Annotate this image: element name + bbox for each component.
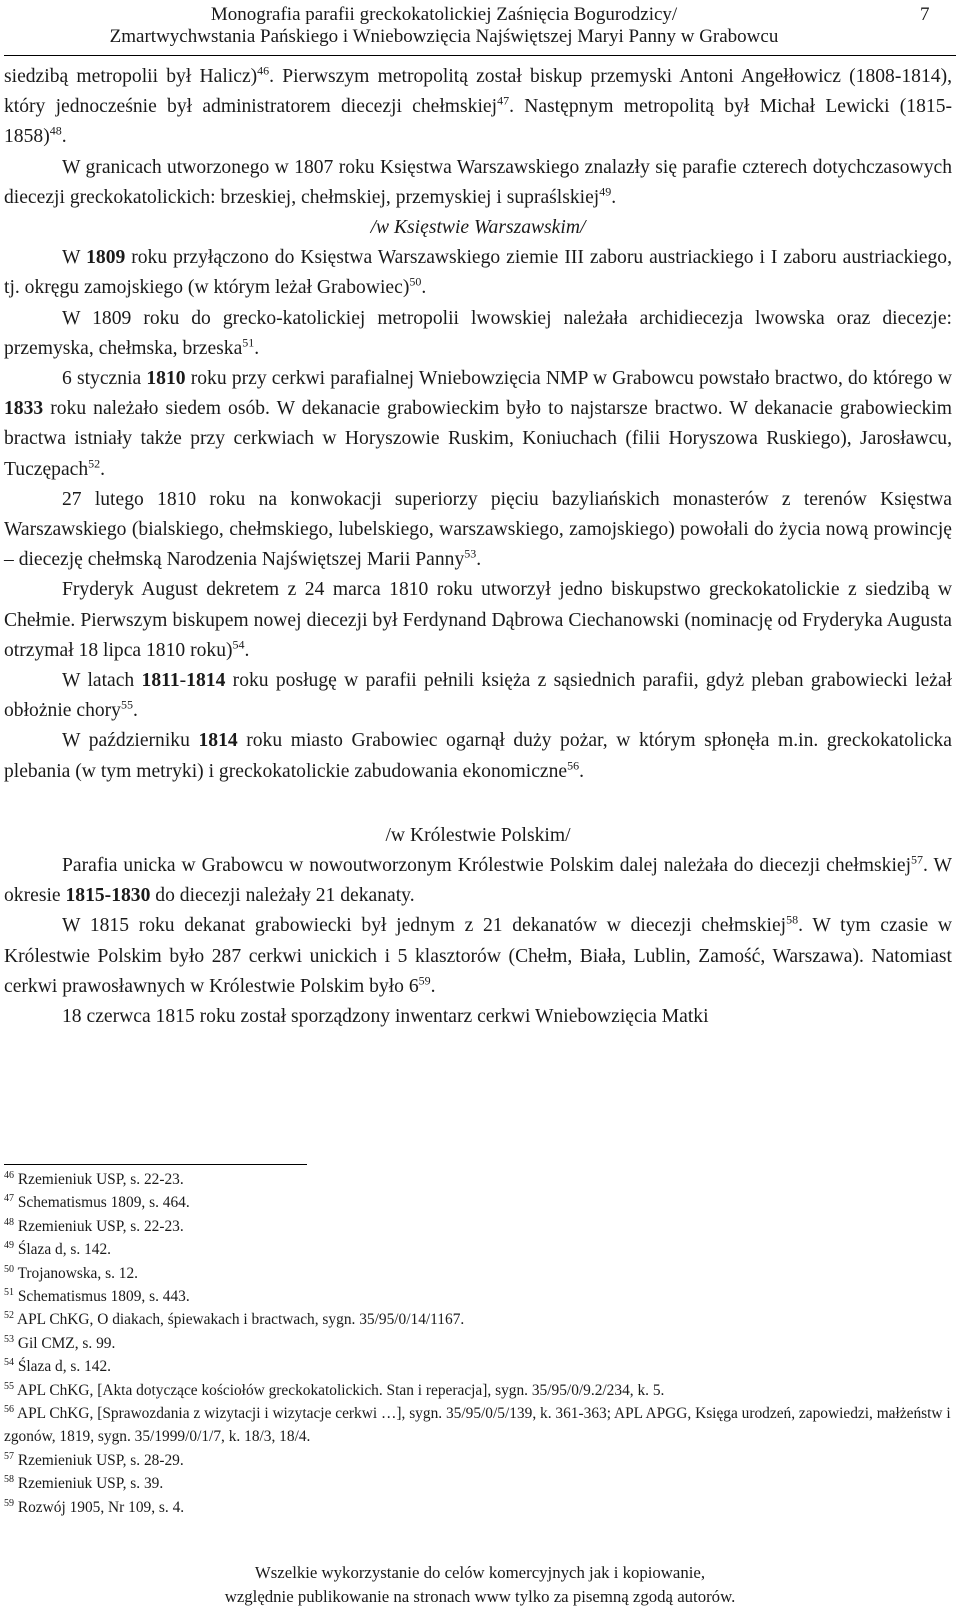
paragraph-2: W granicach utworzonego w 1807 roku Księstwa Warszawskiego znalazły się parafie czterech dotychczasowych diecezji greckokatolickich: brzeskiej, chełmskiej, przemyskiej i supraślskiej$^{49}$. [4,156,952,208]
footnote-ref: 56 [567,758,580,773]
section-heading-kingdom: /w Królestwie Polskim/ [385,824,571,846]
footnotes [4,1168,952,1519]
footnote: $^{55}$ APL ChKG, [Akta dotyczące kościołów greckokatolickich. Stan i reperacja], sygn. 35/95/0/9.2/234, k. 5. [4,1380,665,1399]
paragraph-5: 6 stycznia 1810 roku przy cerkwi parafialnej Wniebowzięcia NMP w Grabowcu powstało bractwo, do którego w 1833 roku należało siedem osób. W dekanacie grabowieckim było to najstarsze bractwo. W dekanacie grabowieckim bractwa istniały także przy cerkwiach w Horyszowie Ruskim, Koniuchach (filii Horyszowa Ruskiego), Jarosławcu, Tuczępach$^{52}$. [4,368,953,480]
paragraph-3: W 1809 roku przyłączono do Księstwa Warszawskiego ziemie III zaboru austriackiego i I zaboru austriackiego, tj. okręgu zamojskiego (w którym leżał Grabowiec)$^{50}$. [4,247,952,299]
footnote-ref: 46 [257,63,270,78]
copyright-line-2: względnie publikowanie na stronach www tylko za pisemną zgodą autorów. [224,1587,736,1606]
footnote: $^{50}$ Trojanowska, s. 12. [4,1263,138,1282]
footnote: $^{58}$ Rzemieniuk USP, s. 39. [4,1474,164,1493]
paragraph-10: Parafia unicka w Grabowcu w nowoutworzonym Królestwie Polskim dalej należała do diecezji chełmskiej$^{57}$. W okresie 1815-1830 do diecezji należały 21 dekanaty. [4,852,952,907]
page-number: 7 [920,4,930,25]
footnote: $^{54}$ Ślaza d, s. 142. [4,1357,112,1376]
footnote: $^{47}$ Schematismus 1809, s. 464. [4,1193,190,1212]
footnote-ref: 57 [911,852,924,867]
footnote: $^{59}$ Rozwój 1905, Nr 109, s. 4. [4,1497,185,1516]
running-header [0,4,888,48]
section-heading-duchy: /w Księstwie Warszawskim/ [370,217,586,239]
footnote: $^{56}$ APL ChKG, [Sprawozdania z wizytacji i wizytacje cerkwi …], sygn. 35/95/0/5/139, k. 361-363; APL APGG, Księga urodzeń, zapowiedzi, małżeństw i zgonów, 1819, sygn. 35/1999/0/1/7, k. 18/3, 18/4. [4,1403,951,1446]
footnote-separator [4,1164,307,1165]
paragraph-6: 27 lutego 1810 roku na konwokacji superiorzy pięciu bazyliańskich monasterów z terenów Księstwa Warszawskiego (bialskiego, chełmskiego, lubelskiego, warszawskiego, zamojskiego) powołali do życia nową prowincję – diecezję chełmską Narodzenia Najświętszej Marii Panny$^{53}$. [4,488,952,571]
copyright-line-1: Wszelkie wykorzystanie do celów komercyjnych jak i kopiowanie, [254,1563,706,1582]
footnote-ref: 50 [409,274,422,289]
paragraph-12: 18 czerwca 1815 roku został sporządzony inwentarz cerkwi Wniebowzięcia Matki [62,1006,709,1028]
footnote: $^{52}$ APL ChKG, O diakach, śpiewakach i bractwach, sygn. 35/95/0/14/1167. [4,1310,465,1329]
footnote-ref: 55 [120,697,133,712]
footnote-ref: 59 [418,973,431,988]
body-text [4,62,952,1032]
header-title-line-1: Monografia parafii greckokatolickiej Zaśnięcia Bogurodzicy/ [210,4,678,25]
footnote-ref: 47 [497,93,510,108]
section-spacer [4,787,952,821]
footnote-ref: 54 [232,637,245,652]
paragraph-4: W 1809 roku do grecko-katolickiej metropolii lwowskiej należała archidiecezja lwowska oraz diecezje: przemyska, chełmska, brzeska$^{51}$. [4,307,952,359]
footnote-ref: 58 [786,912,799,927]
footnote: $^{46}$ Rzemieniuk USP, s. 22-23. [4,1169,184,1188]
footnote-ref: 53 [464,546,477,561]
footnote-ref: 52 [88,456,101,471]
paragraph-1: siedzibą metropolii był Halicz)$^{46}$. Pierwszym metropolitą został biskup przemyski Antoni Angełłowicz (1808-1814), który jednocześnie był administratorem diecezji chełmskiej$^{47}$. Następnym metropolitą był Michał Lewicki (1815-1858)$^{48}$. [4,63,953,148]
footnote-ref: 48 [49,123,62,138]
header-title-line-2: Zmartwychwstania Pańskiego i Wniebowzięcia Najświętszej Maryi Panny w Grabowcu [109,26,779,47]
copyright-notice [0,1561,960,1609]
footnote-ref: 51 [242,335,255,350]
footnote: $^{53}$ Gil CMZ, s. 99. [4,1333,116,1352]
footnote: $^{57}$ Rzemieniuk USP, s. 28-29. [4,1450,184,1469]
paragraph-11: W 1815 roku dekanat grabowiecki był jednym z 21 dekanatów w diecezji chełmskiej$^{58}$. W tym czasie w Królestwie Polskim było 287 cerkwi unickich i 5 klasztorów (Chełm, Biała, Lublin, Zamość, Warszawa). Natomiast cerkwi prawosławnych w Królestwie Polskim było $6^{59}$. [4,912,952,997]
paragraph-8: W latach 1811-1814 roku posługę w parafii pełnili księża z sąsiednich parafii, gdyż pleban grabowiecki leżał obłożnie chory$^{55}$. [4,670,952,722]
footnote: $^{48}$ Rzemieniuk USP, s. 22-23. [4,1216,184,1235]
footnote-ref: 49 [599,184,612,199]
paragraph-9: W październiku 1814 roku miasto Grabowiec ogarnął duży pożar, w którym spłonęła m.in. greckokatolicka plebania (w tym metryki) i greckokatolickie zabudowania ekonomiczne$^{56}$. [4,730,952,782]
footnote: $^{49}$ Ślaza d, s. 142. [4,1240,112,1259]
footnote: $^{51}$ Schematismus 1809, s. 443. [4,1286,190,1306]
header-divider [4,55,956,56]
paragraph-7: Fryderyk August dekretem z 24 marca 1810 roku utworzył jedno biskupstwo greckokatolickie z siedzibą w Chełmie. Pierwszym biskupem nowej diecezji był Ferdynand Dąbrowa Ciechanowski (nominację od Fryderyka Augusta otrzymał 18 lipca 1810 roku)$^{54}$. [4,579,952,661]
